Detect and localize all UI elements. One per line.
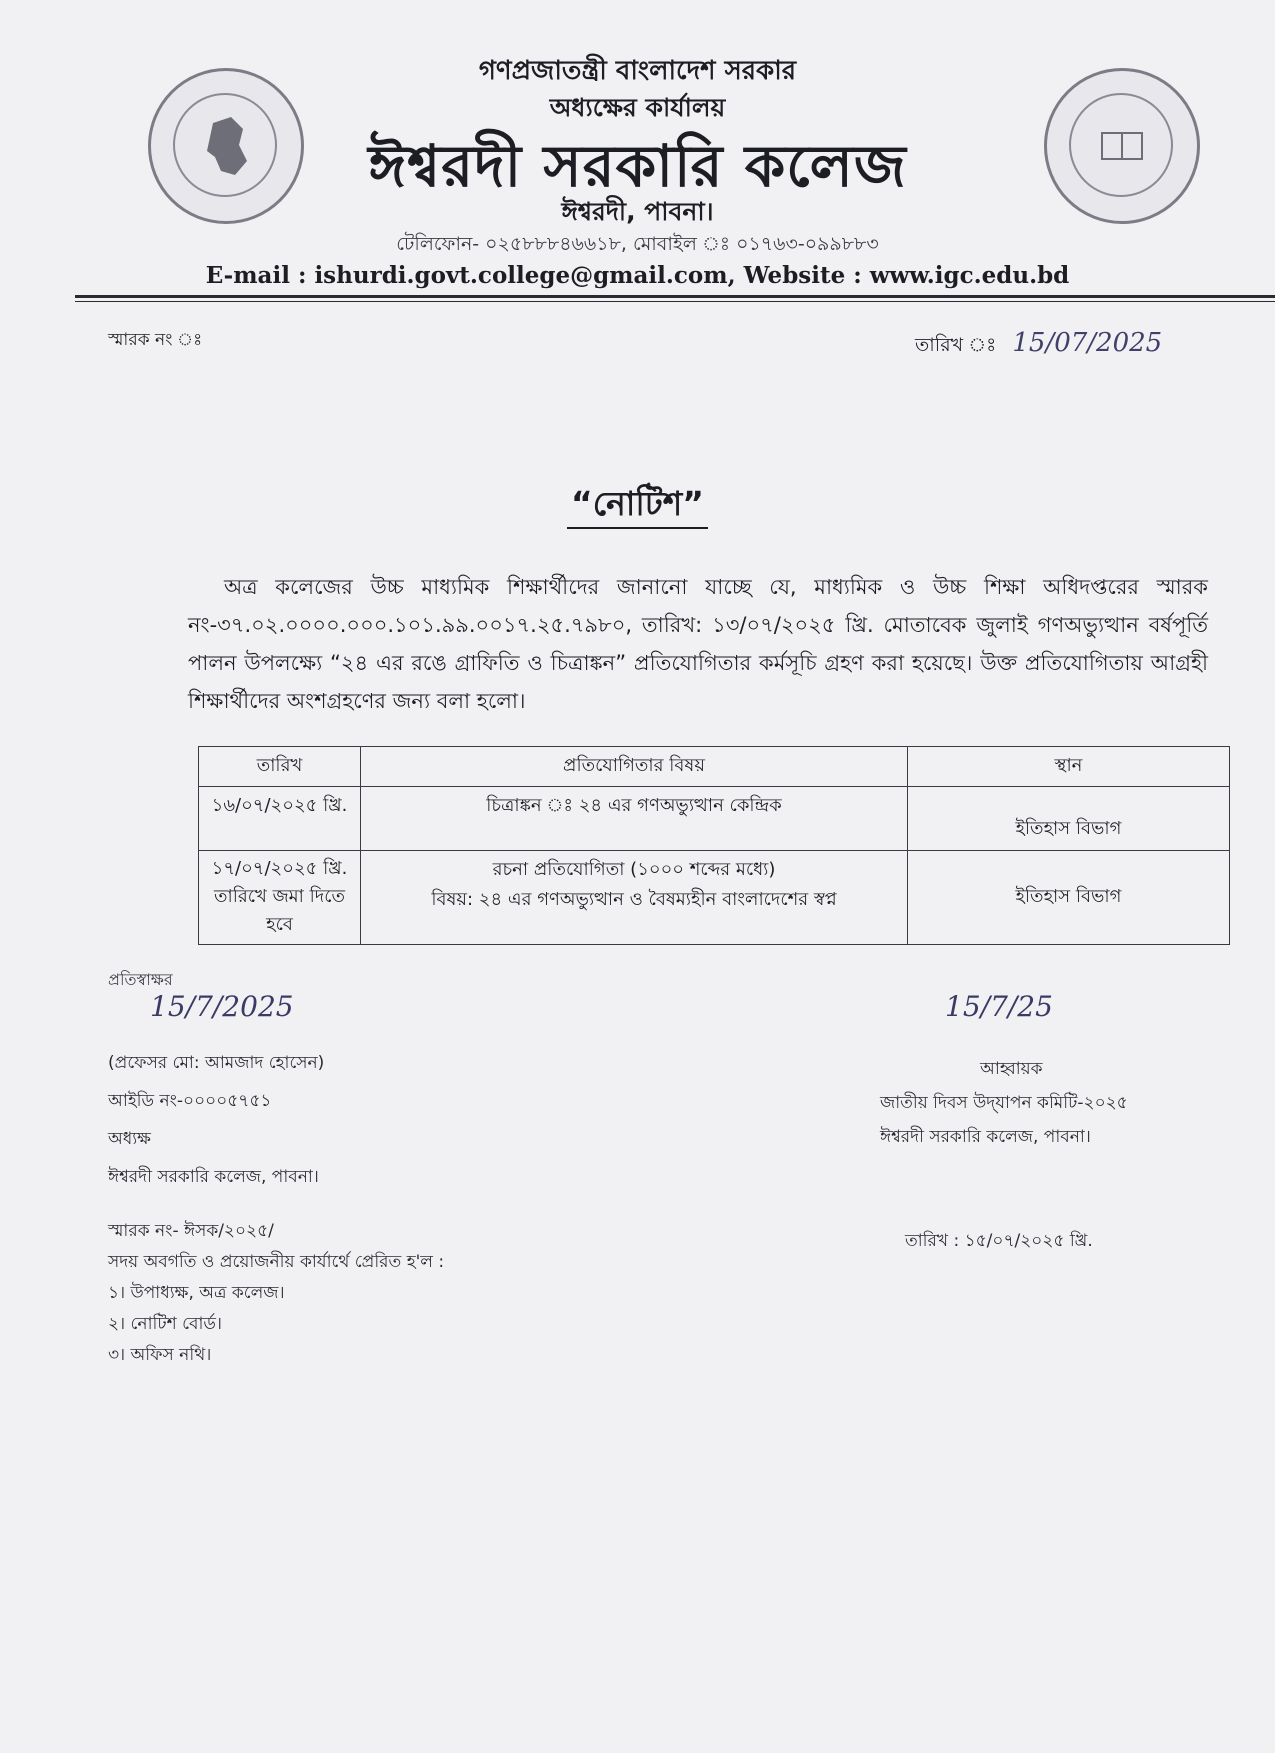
row-topic-line: চিত্রাঙ্কন ঃ ২৪ এর গণঅভ্যুত্থান কেন্দ্রিক xyxy=(486,795,782,816)
date-field xyxy=(915,328,1162,363)
column-header-topic: প্রতিযোগিতার বিষয় xyxy=(361,747,908,787)
college-name: ঈশ্বরদী সরকারি কলেজ xyxy=(368,132,907,200)
countersign-caption: প্রতিস্বাক্ষর xyxy=(108,970,173,989)
column-header-date: তারিখ xyxy=(199,747,361,787)
principal-signature: 15/7/2025 xyxy=(150,990,294,1023)
header-divider-thin xyxy=(75,301,1275,302)
table-header-row xyxy=(199,747,1230,787)
list-item: ১। উপাধ্যক্ষ, অত্র কলেজ। xyxy=(108,1283,285,1303)
convener-signature: 15/7/25 xyxy=(945,990,1053,1023)
principal-org: ঈশ্বরদী সরকারি কলেজ, পাবনা। xyxy=(108,1167,319,1187)
phone-line: টেলিফোন- ০২৫৮৮৮৪৬৬১৮, মোবাইল ঃ ০১৭৬৩-০৯৯৮৮৩ xyxy=(396,233,879,255)
distribution-date: তারিখ : ১৫/০৭/২০২৫ খ্রি. xyxy=(905,1231,1093,1251)
notice-title: “নোটিশ” xyxy=(0,478,1275,534)
principal-block xyxy=(108,1044,324,1196)
table-row xyxy=(199,787,1230,851)
distribution-block xyxy=(108,1216,444,1371)
row-topic xyxy=(361,851,908,945)
row-topic xyxy=(361,787,908,851)
principal-name: (প্রফেসর মো: আমজাদ হোসেন) xyxy=(108,1053,325,1073)
distribution-memo: স্মারক নং- ঈসক/২০২৫/ xyxy=(108,1221,274,1241)
row-topic-line: রচনা প্রতিযোগিতা (১০০০ শব্দের মধ্যে) xyxy=(492,859,776,880)
row-date: ১৭/০৭/২০২৫ খ্রি. তারিখে জমা দিতে হবে xyxy=(199,851,361,945)
list-item: ২। নোটিশ বোর্ড। xyxy=(108,1314,222,1334)
convener-block xyxy=(880,1052,1128,1154)
row-venue: ইতিহাস বিভাগ xyxy=(908,787,1230,851)
row-venue: ইতিহাস বিভাগ xyxy=(908,851,1230,945)
office-name: অধ্যক্ষের কার্যালয় xyxy=(549,93,726,122)
principal-title: অধ্যক্ষ xyxy=(108,1129,151,1149)
email-website-line: E-mail : ishurdi.govt.college@gmail.com, Website : www.igc.edu.bd xyxy=(205,262,1070,289)
convener-org: ঈশ্বরদী সরকারি কলেজ, পাবনা। xyxy=(880,1127,1091,1147)
column-header-venue: স্থান xyxy=(908,747,1230,787)
handwritten-date: 15/07/2025 xyxy=(1012,328,1163,358)
header-divider xyxy=(75,295,1275,298)
principal-id: আইডি নং-০০০০৫৭৫১ xyxy=(108,1091,272,1111)
row-date: ১৬/০৭/২০২৫ খ্রি. xyxy=(199,787,361,851)
list-item: ৩। অফিস নথি। xyxy=(108,1345,212,1365)
convener-committee: জাতীয় দিবস উদ্‌যাপন কমিটি-২০২৫ xyxy=(880,1093,1128,1113)
row-topic-subject: বিষয়: ২৪ এর গণঅভ্যুত্থান ও বৈষম্যহীন বাংলাদেশের স্বপ্ন xyxy=(431,889,837,910)
date-label: তারিখ ঃ xyxy=(915,334,997,356)
table-row xyxy=(199,851,1230,945)
government-name: গণপ্রজাতন্ত্রী বাংলাদেশ সরকার xyxy=(478,56,797,86)
competition-schedule-table xyxy=(198,746,1230,945)
convener-title: আহ্বায়ক xyxy=(980,1059,1043,1079)
distribution-intro: সদয় অবগতি ও প্রয়োজনীয় কার্যার্থে প্রেরিত হ'ল : xyxy=(108,1252,445,1272)
college-location: ঈশ্বরদী, পাবনা। xyxy=(561,197,714,226)
notice-body: অত্র কলেজের উচ্চ মাধ্যমিক শিক্ষার্থীদের জানানো যাচ্ছে যে, মাধ্যমিক ও উচ্চ শিক্ষা অধিদপ্তরের স্মারক নং-৩৭.০২.০০০০.০০০.১০১.৯৯.০০১৭.২৫.৭৯৮০, তারিখ: ১৩/০৭/২০২৫ খ্রি. মোতাবেক জুলাই গণঅভ্যুত্থান বর্ষপূর্তি পালন উপলক্ষ্যে “২৪ এর রঙে গ্রাফিতি ও চিত্রাঙ্কন” প্রতিযোগিতার কর্মসূচি গ্রহণ করা হয়েছে। উক্ত প্রতিযোগিতায় আগ্রহী শিক্ষার্থীদের অংশগ্রহণের জন্য বলা হলো। xyxy=(188,575,1208,713)
memo-number-label: স্মারক নং ঃ xyxy=(108,330,203,350)
